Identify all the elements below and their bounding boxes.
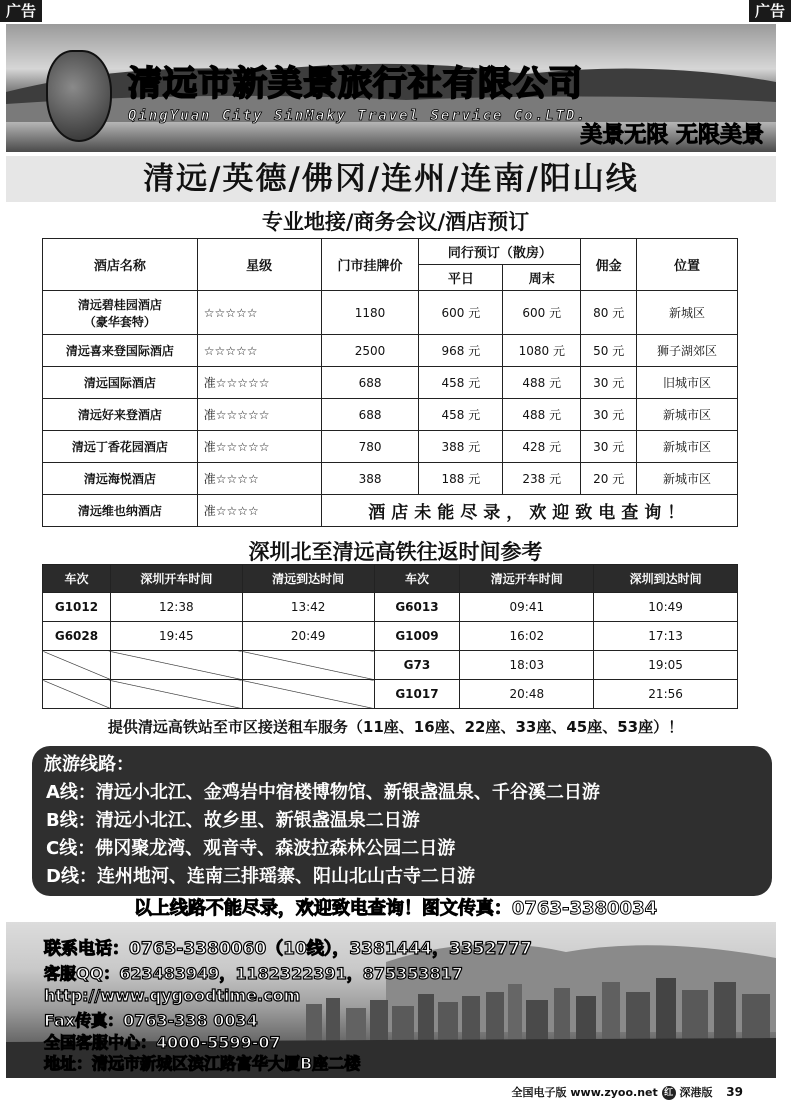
- tour-route-c: C线：佛冈聚龙湾、观音寺、森波拉森林公园二日游: [46, 838, 456, 859]
- page-footer: [512, 1084, 743, 1100]
- hotel-weekday: 458 元: [419, 367, 503, 399]
- company-name-en: QingYuan City SinMaky Travel Service Co.LTD.: [128, 108, 587, 124]
- train-time: 09:41: [460, 593, 594, 622]
- table-row: [43, 463, 738, 495]
- table-row: [43, 593, 738, 622]
- train-time: 10:49: [594, 593, 738, 622]
- empty-slash-cell: [242, 680, 374, 709]
- hotel-location: 新城市区: [637, 399, 738, 431]
- contact-qq: 客服QQ：623483949，1182322391，875353817: [44, 964, 463, 983]
- train-no: G1017: [374, 680, 460, 709]
- header-commission: 佣金: [581, 239, 637, 291]
- hotel-notice: 酒店未能尽录，欢迎致电查询！: [321, 495, 737, 527]
- contact-service-center: 全国客服中心：4000-5599-07: [44, 1033, 281, 1052]
- train-time: 13:42: [242, 593, 374, 622]
- hotel-weekend: 428 元: [503, 431, 581, 463]
- table-row: [43, 622, 738, 651]
- empty-slash-cell: [43, 651, 111, 680]
- train-time: 18:03: [460, 651, 594, 680]
- hotel-weekday: 458 元: [419, 399, 503, 431]
- hotel-rack: 780: [321, 431, 419, 463]
- route-title: 清远/英德/佛冈/连州/连南/阳山线: [6, 156, 776, 202]
- table-row: [43, 431, 738, 463]
- hotel-commission: 30 元: [581, 431, 637, 463]
- empty-slash-cell: [43, 680, 111, 709]
- table-row: [43, 651, 738, 680]
- company-banner: [6, 24, 776, 152]
- tour-route-a: A线：清远小北江、金鸡岩中宿楼博物馆、新银盏温泉、千谷溪二日游: [46, 782, 600, 803]
- hotel-weekday: 968 元: [419, 335, 503, 367]
- empty-slash-cell: [242, 651, 374, 680]
- hotel-weekend: 488 元: [503, 367, 581, 399]
- train-no: G6028: [43, 622, 111, 651]
- train-no: G1012: [43, 593, 111, 622]
- table-row: [43, 399, 738, 431]
- header-location: 位置: [637, 239, 738, 291]
- hotel-name: 清远丁香花园酒店: [43, 431, 198, 463]
- header-sz-depart: 深圳开车时间: [110, 565, 242, 593]
- hotel-name: 清远碧桂园酒店 （豪华套特）: [43, 291, 198, 335]
- table-row: [43, 367, 738, 399]
- header-weekday: 平日: [419, 265, 503, 291]
- hotel-star: 准☆☆☆☆☆: [197, 399, 321, 431]
- train-title: 深圳北至清远高铁往返时间参考: [248, 540, 543, 564]
- hotel-rack: 688: [321, 399, 419, 431]
- train-time: 19:45: [110, 622, 242, 651]
- contact-website[interactable]: http://www.qygoodtime.com: [44, 986, 301, 1005]
- tour-heading: 旅游线路：: [44, 754, 134, 775]
- hotel-table: [42, 238, 738, 527]
- hotel-commission: 30 元: [581, 399, 637, 431]
- contact-phone: 联系电话：0763-3380060（10线），3381444，3352777: [44, 939, 532, 959]
- hotel-star: ☆☆☆☆☆: [197, 335, 321, 367]
- train-no: G1009: [374, 622, 460, 651]
- pickup-note: 提供清远高铁站至市区接送租车服务（11座、16座、22座、33座、45座、53座）！: [107, 718, 684, 736]
- train-time: 21:56: [594, 680, 738, 709]
- header-qy-arrive: 清远到达时间: [242, 565, 374, 593]
- hotel-rack: 688: [321, 367, 419, 399]
- hotel-name: 清远好来登酒店: [43, 399, 198, 431]
- hotel-weekend: 238 元: [503, 463, 581, 495]
- hotel-weekend: 488 元: [503, 399, 581, 431]
- company-name: 清远市新美景旅行社有限公司: [128, 64, 583, 104]
- hotel-weekday: 188 元: [419, 463, 503, 495]
- contact-address: 地址：清远市新城区滨江路富华大厦B座二楼: [44, 1054, 361, 1073]
- hotel-location: 旧城市区: [637, 367, 738, 399]
- service-title: 专业地接/商务会议/酒店预订: [261, 210, 530, 234]
- hotel-star: ☆☆☆☆☆: [197, 291, 321, 335]
- train-table: [42, 564, 738, 709]
- table-row: [43, 680, 738, 709]
- company-slogan: 美景无限 无限美景: [580, 123, 764, 148]
- train-no: G6013: [374, 593, 460, 622]
- footer-badge-icon: 红: [662, 1086, 676, 1100]
- train-no: G73: [374, 651, 460, 680]
- hotel-star: 准☆☆☆☆: [197, 495, 321, 527]
- footer-region: 深港版: [679, 1086, 713, 1099]
- hotel-weekday: 388 元: [419, 431, 503, 463]
- hotel-commission: 50 元: [581, 335, 637, 367]
- hotel-name: 清远喜来登国际酒店: [43, 335, 198, 367]
- hotel-star: 准☆☆☆☆: [197, 463, 321, 495]
- table-row: [43, 495, 738, 527]
- empty-slash-cell: [110, 651, 242, 680]
- hotel-location: 狮子湖郊区: [637, 335, 738, 367]
- hotel-location: 新城市区: [637, 463, 738, 495]
- header-star: 星级: [197, 239, 321, 291]
- hotel-commission: 20 元: [581, 463, 637, 495]
- tour-route-d: D线：连州地河、连南三排瑶寨、阳山北山古寺二日游: [46, 866, 475, 887]
- hotel-commission: 30 元: [581, 367, 637, 399]
- header-peer-booking: 同行预订（散房）: [419, 239, 581, 265]
- header-sz-arrive: 深圳到达时间: [594, 565, 738, 593]
- table-row: [43, 291, 738, 335]
- company-logo: [46, 50, 112, 142]
- tour-route-b: B线：清远小北江、故乡里、新银盏温泉二日游: [46, 810, 420, 831]
- header-train-no-return: 车次: [374, 565, 460, 593]
- train-time: 16:02: [460, 622, 594, 651]
- contact-fax: Fax传真：0763-338 0034: [44, 1011, 258, 1030]
- empty-slash-cell: [110, 680, 242, 709]
- tour-more-note: 以上线路不能尽录，欢迎致电查询！图文传真：0763-3380034: [133, 898, 658, 919]
- hotel-weekday: 600 元: [419, 291, 503, 335]
- train-time: 20:48: [460, 680, 594, 709]
- hotel-location: 新城区: [637, 291, 738, 335]
- hotel-weekend: 600 元: [503, 291, 581, 335]
- footer-edition: 全国电子版 www.zyoo.net: [511, 1086, 658, 1099]
- hotel-name: 清远国际酒店: [43, 367, 198, 399]
- train-time: 19:05: [594, 651, 738, 680]
- hotel-star: 准☆☆☆☆☆: [197, 431, 321, 463]
- hotel-location: 新城市区: [637, 431, 738, 463]
- ad-label-right: 广告: [749, 0, 791, 22]
- page-number: 39: [726, 1085, 743, 1099]
- header-train-no: 车次: [43, 565, 111, 593]
- hotel-rack: 1180: [321, 291, 419, 335]
- table-row: [43, 335, 738, 367]
- hotel-weekend: 1080 元: [503, 335, 581, 367]
- hotel-name: 清远维也纳酒店: [43, 495, 198, 527]
- header-hotel-name: 酒店名称: [43, 239, 198, 291]
- hotel-rack: 2500: [321, 335, 419, 367]
- ad-label-left: 广告: [0, 0, 42, 22]
- train-time: 12:38: [110, 593, 242, 622]
- header-weekend: 周末: [503, 265, 581, 291]
- train-time: 17:13: [594, 622, 738, 651]
- hotel-commission: 80 元: [581, 291, 637, 335]
- hotel-star: 准☆☆☆☆☆: [197, 367, 321, 399]
- hotel-name: 清远海悦酒店: [43, 463, 198, 495]
- train-time: 20:49: [242, 622, 374, 651]
- hotel-rack: 388: [321, 463, 419, 495]
- header-qy-depart: 清远开车时间: [460, 565, 594, 593]
- header-rack-rate: 门市挂牌价: [321, 239, 419, 291]
